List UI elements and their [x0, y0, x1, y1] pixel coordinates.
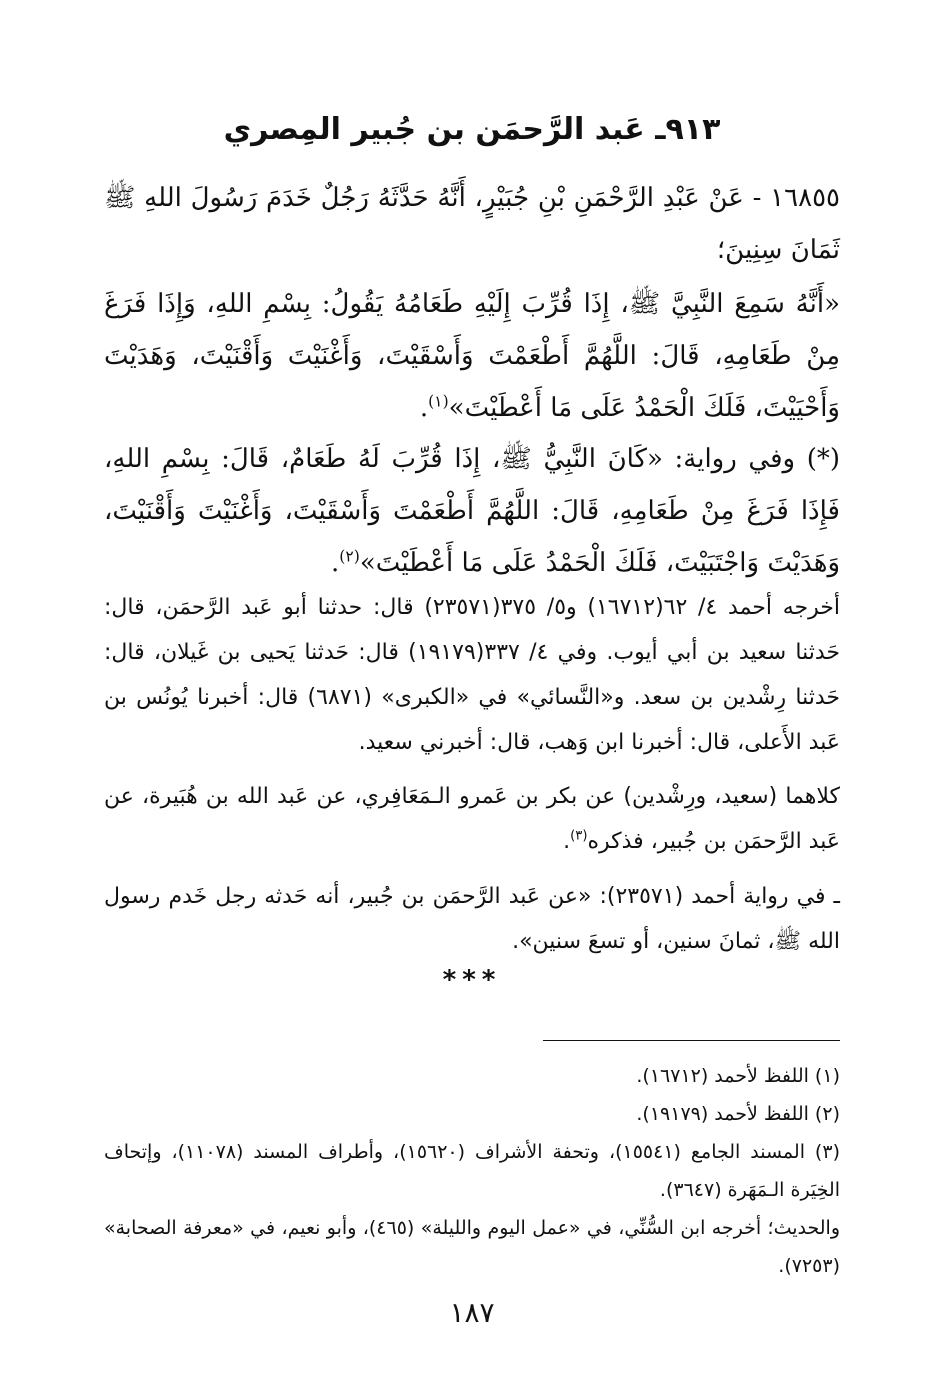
hadith-riwaya — [104, 433, 840, 589]
footnote-3: (٣) المسند الجامع (١٥٥٤١)، وتحفة الأشراف (١٥٦٢٠)، وأطراف المسند (١١٠٧٨)، وإتحاف الخِيَرة الـمَهَرة (٣٦٤٧). — [104, 1141, 840, 1201]
takhrij-paragraph-1: أخرجه أحمد ٤/ ٦٢(١٦٧١٢) و٥/ ٣٧٥(٢٣٥٧١) قال: حدثنا أبو عَبد الرَّحمَن، قال: حَدثنا سعيد بن أبي أيوب. وفي ٤/ ٣٣٧(١٩١٧٩) قال: حَدثنا يَحيى بن غَيلان، قال: حَدثنا رِشْدين بن سعد. و«النَّسائي» في «الكبرى» (٦٨٧١) قال: أخبرنا يُونُس بن عَبد الأَعلى، قال: أخبرنا ابن وَهب، قال: أخبرني سعيد. — [104, 595, 841, 755]
footnote-4: والحديث؛ أخرجه ابن السُّنِّي، في «عمل اليوم والليلة» (٤٦٥)، وأبو نعيم، في «معرفة الصحابة» (٧٢٥٣). — [104, 1217, 840, 1277]
hadith-isnad: ١٦٨٥٥ - عَنْ عَبْدِ الرَّحْمَنِ بْنِ جُبَيْرٍ، أَنَّهُ حَدَّثَهُ رَجُلٌ خَدَمَ رَسُولَ اللهِ ﷺ ثَمَانَ سِنِينَ؛ — [104, 183, 840, 265]
hadith-text-end: . — [419, 393, 429, 423]
takhrij-paragraph-2-body: كلاهما (سعيد، ورِشْدين) عن بكر بن عَمرو الـمَعَافِري، عن عَبد الله بن هُبَيرة، عن عَبد الرَّحمَن بن جُبير، فذكره — [104, 784, 840, 854]
footnote-ref-2: (٢) — [339, 547, 360, 566]
footnote-2: (٢) اللفظ لأحمد (١٩١٧٩). — [636, 1103, 840, 1125]
hadith-riwaya-body: (*) وفي رواية: «كَانَ النَّبِيُّ ﷺ، إِذَا قُرِّبَ لَهُ طَعَامٌ، قَالَ: بِسْمِ اللهِ، فَإِذَا فَرَغَ مِنْ طَعَامِهِ، قَالَ: اللَّهُمَّ أَطْعَمْتَ وَأَسْقَيْتَ، وَأَغْنَيْتَ وَأَقْنَيْتَ، وَهَدَيْتَ وَاجْتَبَيْتَ، فَلَكَ الْحَمْدُ عَلَى مَا أَعْطَيْتَ» — [104, 444, 840, 578]
takhrij-paragraph-2-end: . — [563, 829, 571, 854]
hadith-text — [104, 278, 840, 434]
takhrij-paragraph-2 — [104, 774, 840, 864]
footnote-ref-1: (١) — [428, 392, 449, 411]
hadith-riwaya-end: . — [331, 548, 340, 578]
hadith-text-body: «أَنَّهُ سَمِعَ النَّبِيَّ ﷺ، إِذَا قُرِّبَ إِلَيْهِ طَعَامُهُ يَقُولُ: بِسْمِ اللهِ، وَإِذَا فَرَغَ مِنْ طَعَامِهِ، قَالَ: اللَّهُمَّ أَطْعَمْتَ وَأَسْقَيْتَ، وَأَغْنَيْتَ وَأَقْنَيْتَ، وَهَدَيْتَ وَأَحْيَيْتَ، فَلَكَ الْحَمْدُ عَلَى مَا أَعْطَيْتَ» — [104, 289, 840, 423]
page-number: ١٨٧ — [449, 1296, 495, 1329]
section-separator: *** — [442, 965, 502, 995]
chapter-title: ٩١٣ـ عَبد الرَّحمَن بن جُبير المِصري — [223, 112, 721, 147]
footnote-ref-3: (٣) — [570, 828, 588, 844]
takhrij-paragraph-3: ـ في رواية أحمد (٢٣٥٧١): «عن عَبد الرَّحمَن بن جُبير، أنه حَدثه رجل خَدم رسول الله ﷺ، ثمانَ سنين، أو تسعَ سنين». — [104, 884, 840, 954]
footnote-rule — [543, 1040, 840, 1041]
footnote-1: (١) اللفظ لأحمد (١٦٧١٢). — [636, 1065, 840, 1087]
